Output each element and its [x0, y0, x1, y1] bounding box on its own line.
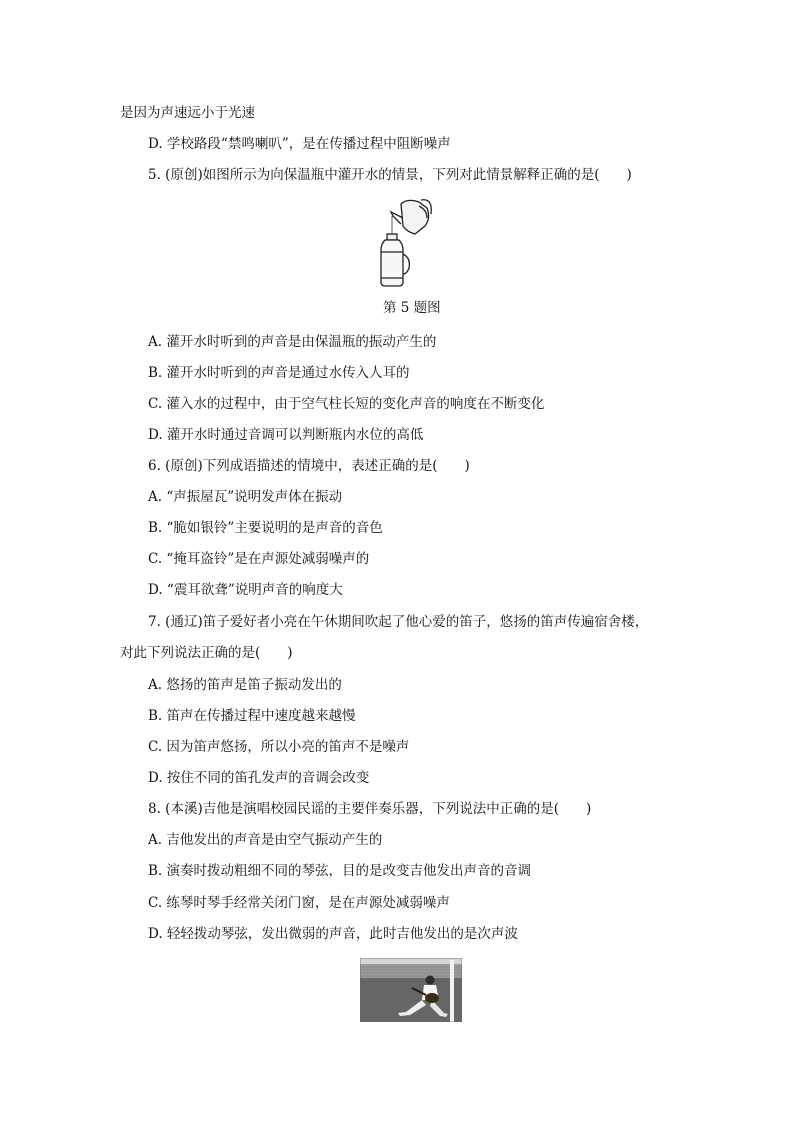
figure-caption: 第 5 题图	[383, 300, 441, 316]
option-a: A. “声振屋瓦”说明发声体在振动	[148, 489, 343, 505]
option-c: C. “掩耳盗铃”是在声源处减弱噪声的	[148, 551, 370, 567]
option-c: C. 练琴时琴手经常关闭门窗，是在声源处减弱噪声	[148, 895, 450, 911]
question-6: 6. (原创)下列成语描述的情境中，表述正确的是( )	[148, 458, 470, 474]
question-5: 5. (原创)如图所示为向保温瓶中灌开水的情景，下列对此情景解释正确的是( )	[148, 167, 632, 183]
option-b: B. 灌开水时听到的声音是通过水传入人耳的	[148, 365, 410, 381]
guitar-photo	[360, 958, 462, 1022]
question-7-continued: 对此下列说法正确的是( )	[120, 645, 293, 661]
option-d: D. 灌开水时通过音调可以判断瓶内水位的高低	[148, 427, 424, 443]
option-a: A. 悠扬的笛声是笛子振动发出的	[148, 677, 342, 693]
option-d: D. 轻轻拨动琴弦，发出微弱的声音，此时吉他发出的是次声波	[148, 926, 518, 942]
option-b: B. 演奏时拨动粗细不同的琴弦，目的是改变吉他发出声音的音调	[148, 863, 532, 879]
question-8: 8. (本溪)吉他是演唱校园民谣的主要伴奏乐器，下列说法中正确的是( )	[148, 801, 592, 817]
option-d: D. 按住不同的笛孔发声的音调会改变	[148, 770, 370, 786]
thermos-figure	[377, 196, 433, 290]
option-d: D. “震耳欲聋”说明声音的响度大	[148, 582, 343, 598]
option-c: C. 因为笛声悠扬，所以小亮的笛声不是噪声	[148, 739, 410, 755]
option-b: B. “脆如银铃”主要说明的是声音的音色	[148, 520, 383, 536]
option-d: D. 学校路段“禁鸣喇叭”，是在传播过程中阻断噪声	[148, 136, 451, 152]
question-7: 7. (通辽)笛子爱好者小亮在午休期间吹起了他心爱的笛子，悠扬的笛声传遍宿舍楼，	[148, 614, 649, 630]
option-c: C. 灌入水的过程中，由于空气柱长短的变化声音的响度在不断变化	[148, 396, 545, 412]
option-a: A. 灌开水时听到的声音是由保温瓶的振动产生的	[148, 334, 437, 350]
text-line: 是因为声速远小于光速	[120, 105, 255, 121]
option-a: A. 吉他发出的声音是由空气振动产生的	[148, 832, 383, 848]
option-b: B. 笛声在传播过程中速度越来越慢	[148, 708, 356, 724]
